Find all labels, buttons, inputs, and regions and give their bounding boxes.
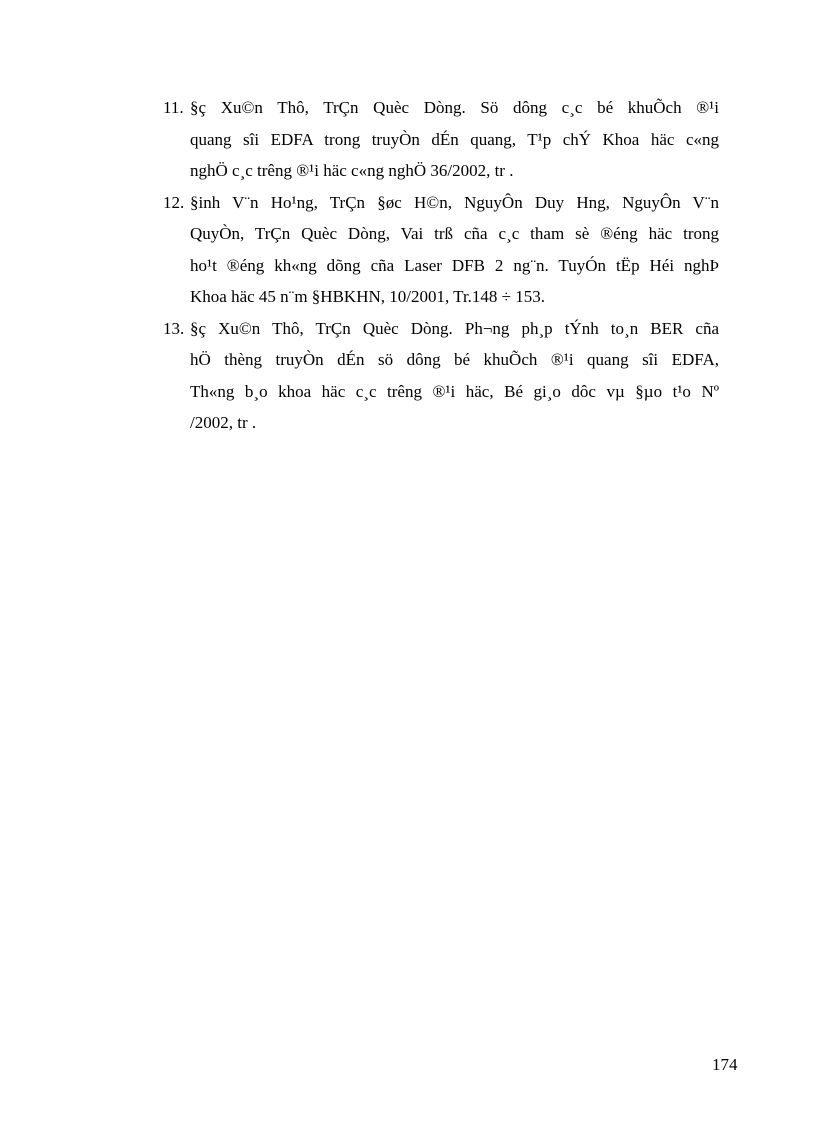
reference-text: [190, 187, 719, 313]
reference-line: QuyÒn, TrÇn Quèc Dòng, Vai trß cña c¸c tham sè ®éng häc trong: [190, 224, 719, 243]
reference-text: [190, 313, 719, 439]
reference-item-13: [163, 313, 719, 439]
reference-line: /2002, tr .: [190, 413, 257, 432]
page-number: 174: [712, 1055, 738, 1074]
reference-number: 13.: [163, 318, 185, 338]
reference-line: §ç Xu©n Thô, TrÇn Quèc Dòng. Sö dông c¸c bé khuÕch ®¹i: [190, 98, 719, 117]
reference-number: 12.: [163, 192, 185, 212]
reference-list: [163, 92, 719, 439]
reference-number: 11.: [163, 98, 184, 117]
reference-line: §ç Xu©n Thô, TrÇn Quèc Dòng. Ph¬ng ph¸p tÝnh to¸n BER cña: [190, 318, 719, 338]
reference-line: §inh V¨n Ho¹ng, TrÇn §øc H©n, NguyÔn Duy Hng, NguyÔn V¨n: [190, 192, 719, 212]
reference-text: [190, 92, 719, 187]
reference-line: Khoa häc 45 n¨m §HBKHN, 10/2001, Tr.148 ÷ 153.: [190, 287, 545, 306]
reference-item-12: [163, 187, 719, 313]
reference-line: nghÖ c¸c trêng ®¹i häc c«ng nghÖ 36/2002, tr .: [190, 161, 514, 180]
reference-line: ho¹t ®éng kh«ng dõng cña Laser DFB 2 ng¨n. TuyÓn tËp Héi nghÞ: [190, 255, 719, 275]
reference-line: hÖ thèng truyÒn dÉn sö dông bé khuÕch ®¹i quang sîi EDFA,: [190, 350, 719, 369]
reference-line: quang sîi EDFA trong truyÒn dÉn quang, T¹p chÝ Khoa häc c«ng: [190, 129, 719, 149]
reference-line: Th«ng b¸o khoa häc c¸c trêng ®¹i häc, Bé gi¸o dôc vµ §µo t¹o Nº: [190, 381, 719, 401]
reference-item-11: [163, 92, 719, 187]
